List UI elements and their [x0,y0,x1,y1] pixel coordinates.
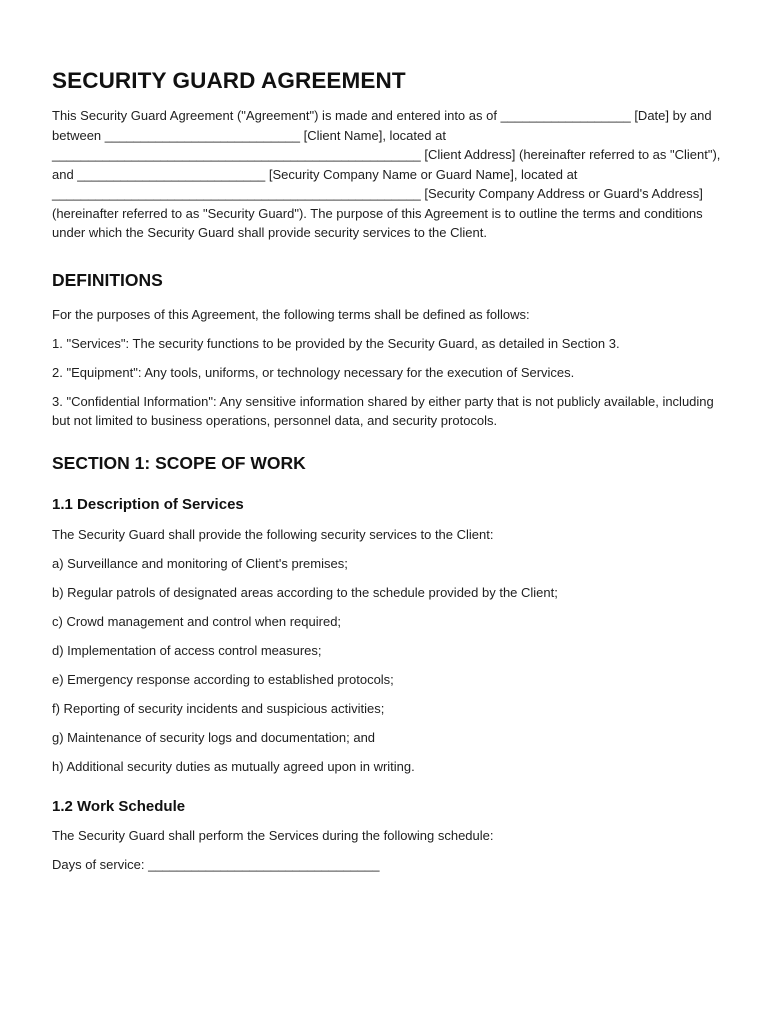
schedule-lead: The Security Guard shall perform the Services during the following schedule: [52,828,494,843]
service-item-f: f) Reporting of security incidents and suspicious activities; [52,700,385,716]
service-item-g: g) Maintenance of security logs and documentation; and [52,729,376,745]
service-item-d: d) Implementation of access control measures; [52,642,322,658]
definitions-heading: DEFINITIONS [52,269,163,290]
definition-item-equipment: 2. "Equipment": Any tools, uniforms, or technology necessary for the execution of Services. [52,364,575,380]
document-page [52,68,722,884]
subsection-1-1-heading: 1.1 Description of Services [52,495,244,513]
days-of-service-line: Days of service: ________________________________ [52,857,380,872]
definition-item-confidential-information: 3. "Confidential Information": Any sensitive information shared by either party that is not publicly available, including but not limited to business operations, personnel data, and security protocols. [52,393,714,428]
section-1-heading: SECTION 1: SCOPE OF WORK [52,452,306,473]
service-item-b: b) Regular patrols of designated areas according to the schedule provided by the Client; [52,584,558,600]
intro-paragraph: This Security Guard Agreement ("Agreement") is made and entered into as of __________________ [Date] by and between ___________________________ [Client Name], located at ___________________________________________________ [Client Address] (hereinafter referred to as "Client"), and __________________________ [Security Company Name or Guard Name], located at ___________________________________________________ [Security Company Address or Guard's Address] (hereinafter referred to as "Security Guard"). The purpose of this Agreement is to outline the terms and conditions under which the Security Guard shall provide security services to the Client. [52,108,721,240]
service-item-e: e) Emergency response according to established protocols; [52,671,394,687]
services-lead: The Security Guard shall provide the following security services to the Client: [52,526,494,542]
definitions-lead: For the purposes of this Agreement, the following terms shall be defined as follows: [52,306,530,322]
service-item-h: h) Additional security duties as mutually agreed upon in writing. [52,758,415,774]
document-title: SECURITY GUARD AGREEMENT [52,68,406,93]
subsection-1-2-heading: 1.2 Work Schedule [52,798,186,815]
service-item-a: a) Surveillance and monitoring of Client's premises; [52,555,348,571]
service-item-c: c) Crowd management and control when required; [52,613,342,629]
definition-item-services: 1. "Services": The security functions to be provided by the Security Guard, as detailed in Section 3. [52,335,620,351]
